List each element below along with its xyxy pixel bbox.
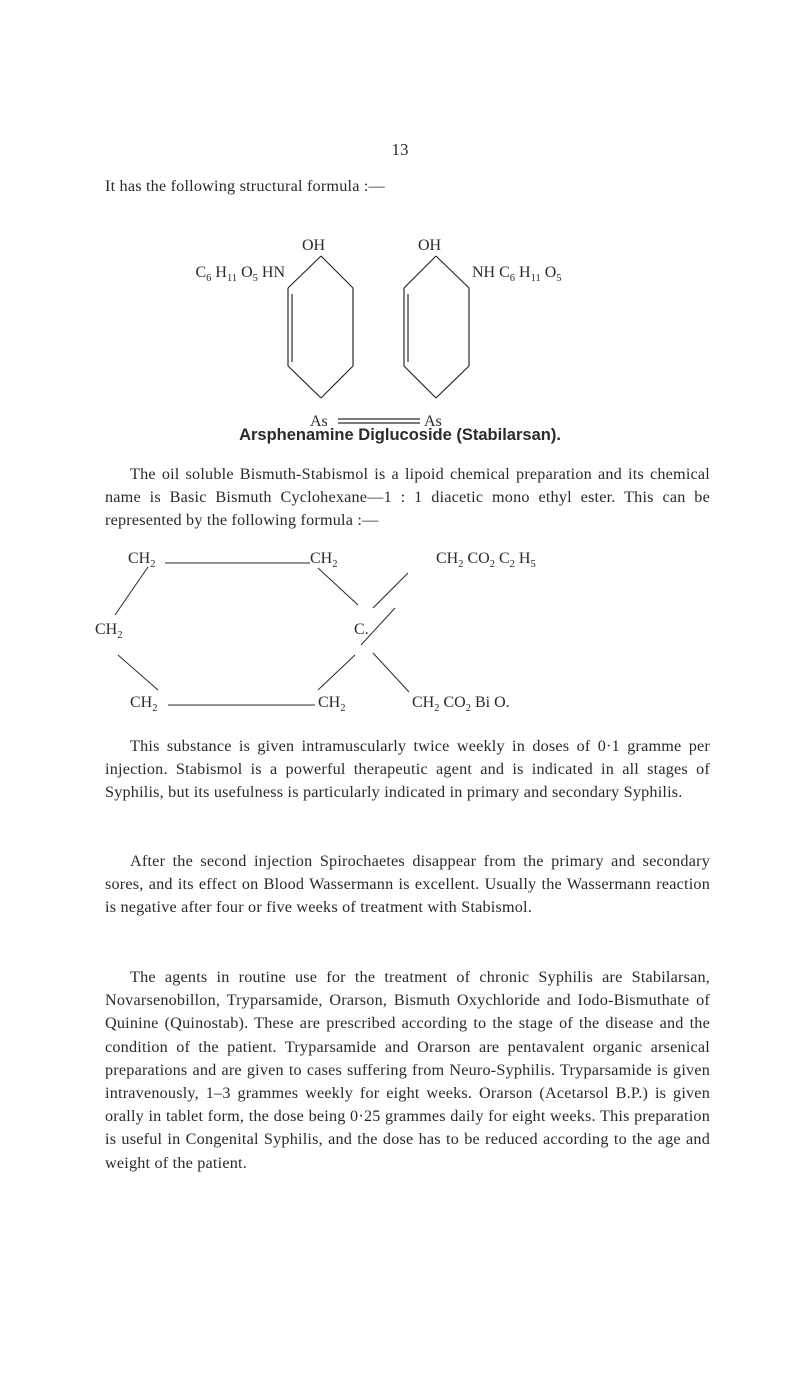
right-substituent-label: NH $C_6$ $H_{11}$ $O_5$ xyxy=(472,264,562,284)
ring-bond xyxy=(115,567,148,615)
ch2-bottom-middle: $CH_2$ xyxy=(318,694,346,714)
ch2-top-middle: $CH_2$ xyxy=(310,550,338,570)
arsphenamine-structural-formula xyxy=(0,200,800,430)
formula-caption: Arsphenamine Diglucoside (Stabilarsan). xyxy=(239,426,561,444)
intro-text: It has the following structural formula :— xyxy=(105,177,385,195)
ring-right-bond xyxy=(404,366,436,398)
as-left-label: As xyxy=(310,413,328,430)
paragraph-stabismol: The oil soluble Bismuth-Stabismol is a lipoid chemical preparation and its chemical name is Basic Bismuth Cyclohexane—1 : 1 diacetic mono ethyl ester. This can be represented by the following formula :— xyxy=(105,465,710,530)
substituent-bond xyxy=(373,653,409,692)
ring-right-bond xyxy=(436,366,469,398)
as-right-label: As xyxy=(424,413,442,430)
paragraph-dosage: This substance is given intramuscularly twice weekly in doses of 0·1 gramme per injection. Stabismol is a powerful therapeutic agent and is indicated in all stages of Syphilis, but its usefulness is particularly indicated in primary and secondary Syphilis. xyxy=(105,737,710,802)
oh-left-label: OH xyxy=(302,237,326,254)
ring-left-bond xyxy=(288,256,321,288)
ring-right-bond xyxy=(436,256,469,288)
ring-bond xyxy=(118,655,158,690)
ring-left-bond xyxy=(288,366,321,398)
paragraph-agents: The agents in routine use for the treatment of chronic Syphilis are Stabilarsan, Novarsenobillon, Tryparsamide, Orarson, Bismuth Oxychloride and Iodo-Bismuthate of Quinine (Quinostab). These are prescribed according to the stage of the disease and the condition of the patient. Tryparsamide and Orarson are pentavalent organic arsenical preparations and are given to cases suffering from Neuro-Syphilis. Tryparsamide is given intravenously, 1–3 grammes weekly for eight weeks. Orarson (Acetarsol B.P.) is given orally in tablet form, the dose being 0·25 grammes daily for eight weeks. This preparation is useful in Congenital Syphilis, and the dose has to be reduced according to the age and weight of the patient. xyxy=(105,968,710,1172)
stabismol-structural-formula xyxy=(0,530,800,714)
left-substituent-label: $C_6$ $H_{11}$ $O_5$ HN xyxy=(195,264,285,284)
ester-group-label: $CH_2$ $CO_2$ $C_2$ $H_5$ xyxy=(436,550,536,570)
ch2-left: $CH_2$ xyxy=(95,621,123,641)
ch2-bottom-left: $CH_2$ xyxy=(130,694,158,714)
ring-bond xyxy=(318,568,358,605)
ring-bond xyxy=(318,655,355,690)
ch2-top-left: $CH_2$ xyxy=(128,550,156,570)
page-number: 13 xyxy=(391,140,409,159)
ring-left-bond xyxy=(321,256,353,288)
ring-left-bond xyxy=(321,366,353,398)
substituent-bond xyxy=(373,573,408,608)
oh-right-label: OH xyxy=(418,237,442,254)
paragraph-spirochaetes: After the second injection Spirochaetes disappear from the primary and secondary sores, and its effect on Blood Wassermann is excellent. Usually the Wassermann reaction is negative after four or five weeks of treatment with Stabismol. xyxy=(105,852,710,917)
bismuth-group-label: $CH_2$ $CO_2$ Bi O. xyxy=(412,694,510,714)
c-center: C. xyxy=(354,621,369,638)
ring-right-bond xyxy=(404,256,436,288)
